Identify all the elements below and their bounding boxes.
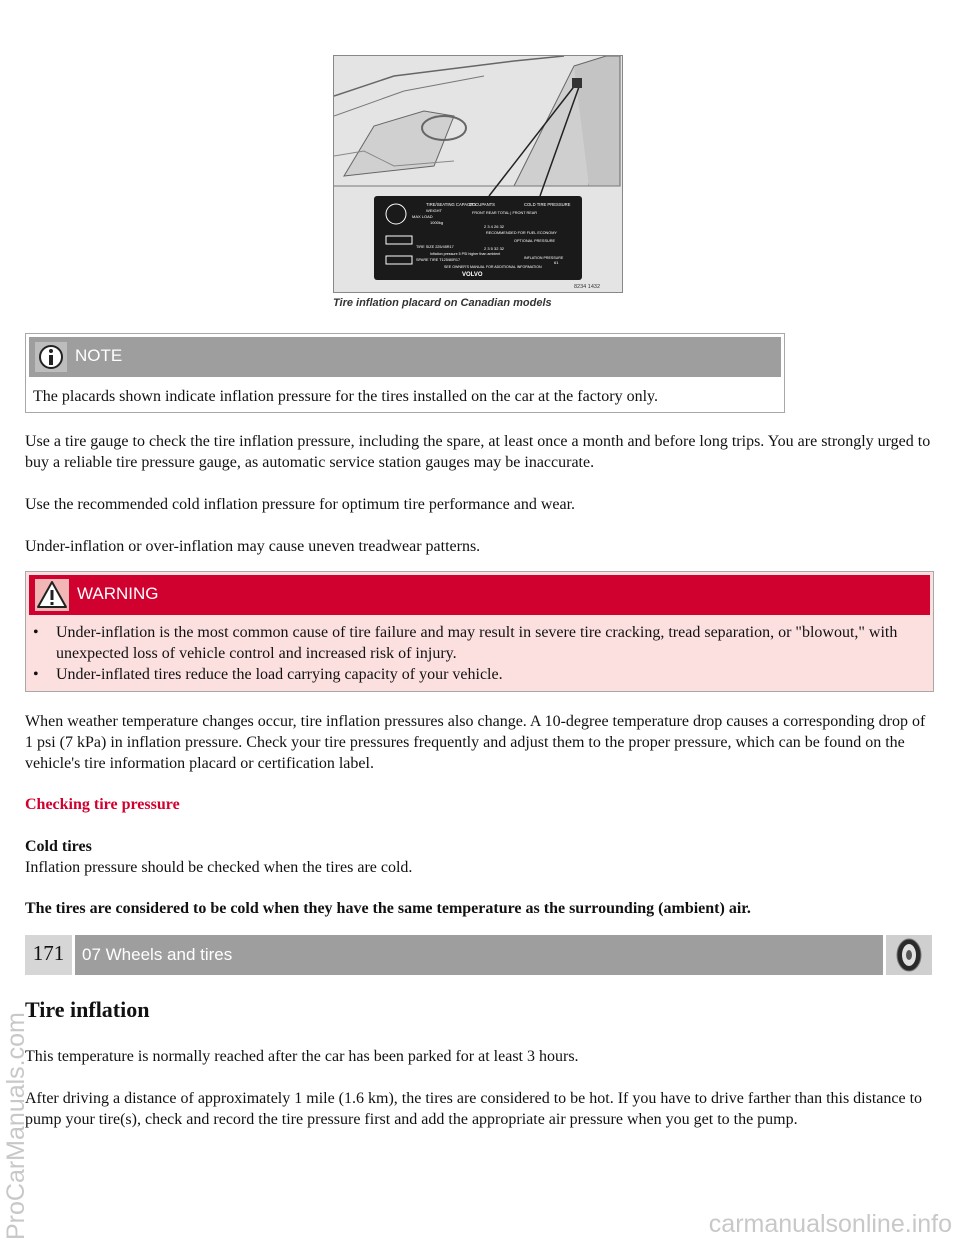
section-heading: Checking tire pressure xyxy=(25,796,180,813)
figure-code: 8234 1432 xyxy=(574,284,600,290)
warning-header xyxy=(29,575,930,615)
info-icon xyxy=(35,342,67,372)
chapter-bar xyxy=(25,935,932,975)
svg-text:VOLVO: VOLVO xyxy=(462,272,483,278)
placard-illustration xyxy=(333,55,623,293)
bold-paragraph: The tires are considered to be cold when they have the same temperature as the surrounding (ambient) air. xyxy=(25,900,751,917)
svg-text:SEE OWNER'S MANUAL FOR ADDITIO: SEE OWNER'S MANUAL FOR ADDITIONAL INFORMATION xyxy=(444,265,542,269)
svg-text:2 3 4 26 32: 2 3 4 26 32 xyxy=(484,224,505,229)
note-header xyxy=(29,337,781,377)
chapter-title: 07 Wheels and tires xyxy=(75,935,883,975)
svg-text:WEIGHT: WEIGHT xyxy=(426,208,442,213)
subheading: Cold tires xyxy=(25,838,92,855)
svg-text:1000kg: 1000kg xyxy=(430,220,444,225)
tire-icon xyxy=(886,935,932,975)
warning-title: WARNING xyxy=(77,584,159,603)
warning-list xyxy=(31,622,925,685)
warning-box xyxy=(25,571,934,692)
svg-text:Inflation pressure 5 PSI highe: Inflation pressure 5 PSI higher than ambient xyxy=(430,252,501,256)
placard-figure xyxy=(333,55,623,317)
paragraph: Use the recommended cold inflation pressure for optimum tire performance and wear. xyxy=(25,496,576,513)
svg-text:SPARE TIRE T125/80R17: SPARE TIRE T125/80R17 xyxy=(416,258,461,262)
svg-text:OCCUPANTS: OCCUPANTS xyxy=(469,202,495,207)
note-title: NOTE xyxy=(75,346,123,365)
note-text: The placards shown indicate inflation pressure for the tires installed on the car at the factory only. xyxy=(33,388,658,405)
paragraph: This temperature is normally reached after the car has been parked for at least 3 hours. xyxy=(25,1048,579,1065)
paragraph: Under-inflation or over-inflation may cause uneven treadwear patterns. xyxy=(25,538,481,555)
bottom-watermark: carmanualsonline.info xyxy=(708,1210,952,1238)
warning-item: • Under-inflated tires reduce the load carrying capacity of your vehicle. xyxy=(31,664,925,685)
warning-item: • Under-inflation is the most common cause of tire failure and may result in severe tire cracking, tread separation, or "blowout," with unexpected loss of vehicle control and increased risk of injury. xyxy=(31,622,925,664)
car-door-illustration xyxy=(334,56,622,292)
svg-text:MAX LOAD: MAX LOAD xyxy=(412,214,433,219)
paragraph: When weather temperature changes occur, tire inflation pressures also change. A 10-degree temperature drop causes a corresponding drop of 1 psi (7 kPa) in inflation pressure. Check your tire pressures frequently and adjust them to the proper pressure, which can be found on the vehicle's tire information placard or certification label. xyxy=(25,713,926,772)
warning-triangle-icon xyxy=(35,579,69,611)
note-box xyxy=(25,333,785,413)
svg-text:2 3 5 32 32: 2 3 5 32 32 xyxy=(484,246,505,251)
svg-text:INFLATION PRESSURE: INFLATION PRESSURE xyxy=(524,256,564,260)
paragraph: Use a tire gauge to check the tire inflation pressure, including the spare, at least once a month and before long trips. You are strongly urged to buy a reliable tire pressure gauge, as automatic service station gauges may be inaccurate. xyxy=(25,433,931,471)
paragraph: Inflation pressure should be checked when the tires are cold. xyxy=(25,859,413,876)
svg-text:TIRE/SEATING CAPACITY: TIRE/SEATING CAPACITY xyxy=(426,202,477,207)
page-title: Tire inflation xyxy=(25,997,150,1022)
paragraph: After driving a distance of approximately 1 mile (1.6 km), the tires are considered to be hot. If you have to drive farther than this distance to pump your tire(s), check and record the tire pressure first and add the appropriate air pressure when you get to the pump. xyxy=(25,1090,923,1128)
svg-text:RECOMMENDED FOR FUEL ECONOMY: RECOMMENDED FOR FUEL ECONOMY xyxy=(486,231,557,235)
svg-text:OPTIONAL PRESSURE: OPTIONAL PRESSURE xyxy=(514,239,556,243)
svg-text:61: 61 xyxy=(554,260,559,265)
page-number: 171 xyxy=(25,935,72,975)
svg-text:FRONT REAR TOTAL | FRONT REAR: FRONT REAR TOTAL | FRONT REAR xyxy=(472,211,538,215)
svg-text:TIRE SIZE 225/45R17: TIRE SIZE 225/45R17 xyxy=(416,245,454,249)
svg-text:COLD TIRE PRESSURE: COLD TIRE PRESSURE xyxy=(524,202,571,207)
side-watermark: ProCarManuals.com xyxy=(2,1012,30,1240)
figure-caption: Tire inflation placard on Canadian models xyxy=(333,297,552,309)
